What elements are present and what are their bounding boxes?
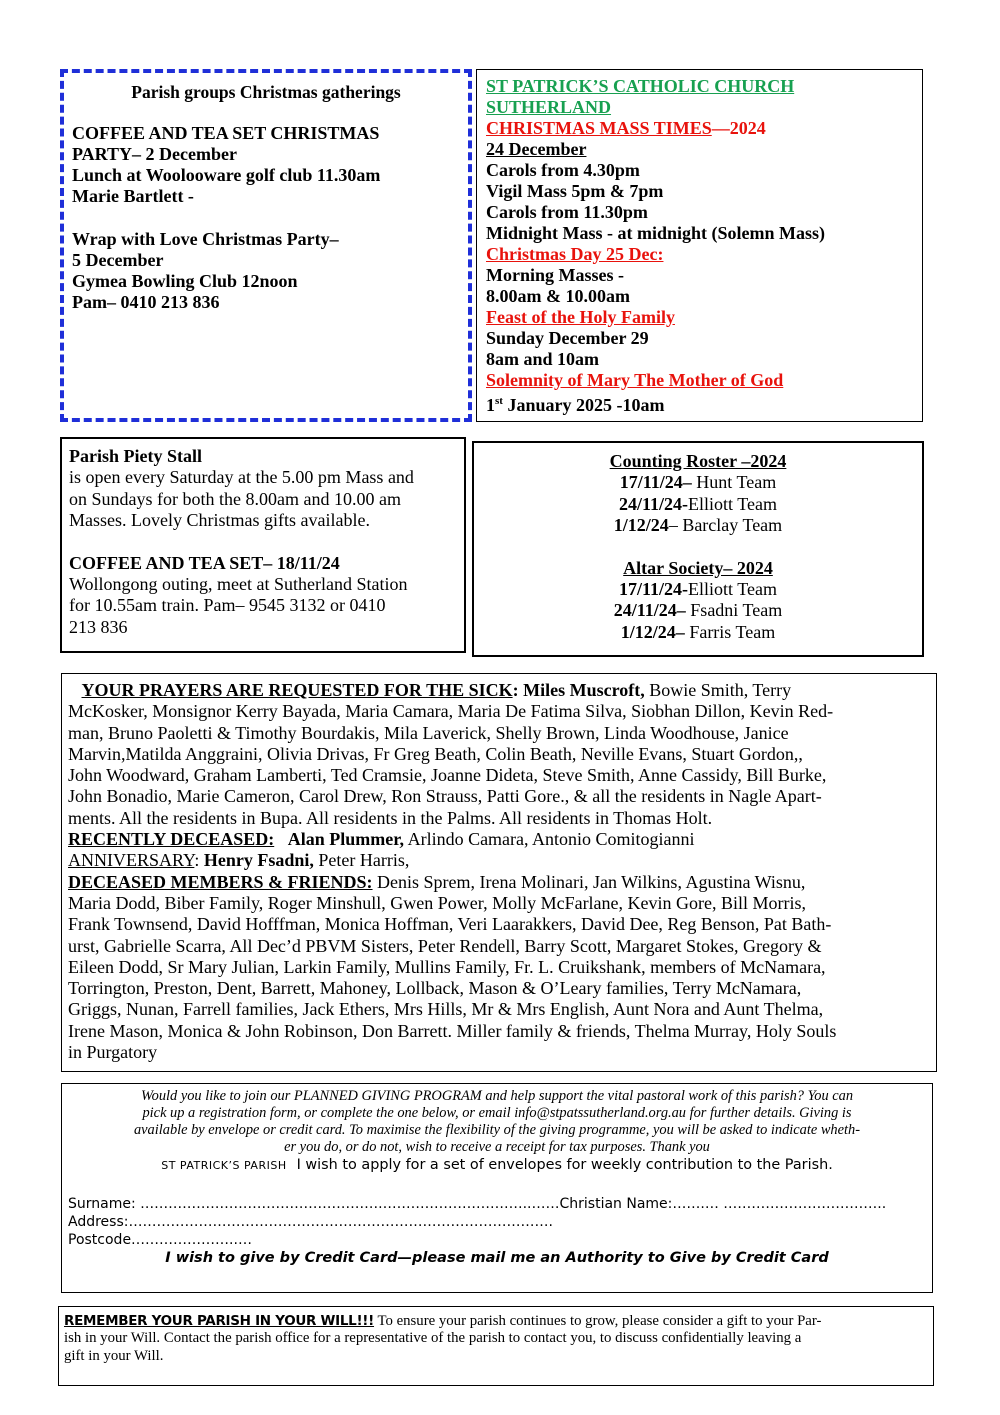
rosters-box — [472, 441, 924, 657]
counting-roster-row: 17/11/24– Hunt Team — [619, 472, 777, 493]
piety-line: on Sundays for both the 8.00am and 10.00 am — [69, 488, 401, 509]
envelope-application-text: I wish to apply for a set of envelopes for weekly contribution to the Parish. — [296, 1157, 833, 1173]
church-suburb: SUTHERLAND — [486, 97, 612, 117]
deceased-members-label: DECEASED MEMBERS & FRIENDS: — [68, 871, 373, 892]
coffee-party-line: Marie Bartlett - — [72, 186, 194, 206]
altar-roster-row: 1/12/24– Farris Team — [620, 621, 776, 642]
eve-line: Vigil Mass 5pm & 7pm — [486, 181, 664, 201]
address-field[interactable]: Address:………………………………………………………………………………. — [68, 1214, 553, 1230]
wrap-party-line: Wrap with Love Christmas Party– — [72, 229, 339, 249]
sick-list-line: ments. All the residents in Bupa. All residents in the Palms. All residents in Thomas Holt. — [68, 807, 713, 828]
counting-roster-title: Counting Roster –2024 — [609, 451, 787, 471]
mass-times-year: —2024 — [711, 118, 766, 138]
deceased-members-first-line: DECEASED MEMBERS & FRIENDS: Denis Sprem, Irena Molinari, Jan Wilkins, Agustina Wisnu, — [68, 871, 806, 892]
coffee-party-line: Lunch at Woolooware golf club 11.30am — [72, 165, 381, 185]
piety-line: Masses. Lovely Christmas gifts available. — [69, 510, 370, 531]
coffee-outing-line: Wollongong outing, meet at Sutherland Station — [69, 574, 408, 595]
coffee-party-line: COFFEE AND TEA SET CHRISTMAS — [72, 123, 380, 143]
envelope-application-line — [66, 1156, 928, 1175]
coffee-party-line: PARTY– 2 December — [72, 144, 237, 164]
deceased-members-line: Maria Dodd, Biber Family, Roger Minshull, Gwen Power, Molly McFarlane, Kevin Gore, Bill Morris, — [68, 892, 807, 913]
deceased-members-line: Frank Townsend, David Hofffman, Monica Hoffman, Veri Laarakkers, David Dee, Reg Benson, Pat Bath- — [68, 914, 832, 935]
sick-list-line: man, Bruno Paoletti & Timothy Bourdakis, Mila Laverick, Shelly Brown, Linda Woodhouse, Janice — [68, 722, 789, 743]
will-first-line: REMEMBER YOUR PARISH IN YOUR WILL!!! To ensure your parish continues to grow, please consider a gift to your Par- — [64, 1313, 822, 1329]
coffee-outing-line: 213 836 — [69, 616, 128, 637]
giving-form — [66, 1195, 928, 1249]
anniversary-line: ANNIVERSARY: Henry Fsadni, Peter Harris, — [68, 850, 410, 871]
deceased-members-line: urst, Gabrielle Scarra, All Dec’d PBVM Sisters, Peter Rendell, Barry Scott, Margaret Stokes, Gregory & — [68, 935, 822, 956]
piety-stall-box — [60, 437, 466, 653]
wrap-party-line: 5 December — [72, 250, 164, 270]
gatherings-title: Parish groups Christmas gatherings — [131, 82, 401, 102]
sick-label: YOUR PRAYERS ARE REQUESTED FOR THE SICK — [81, 680, 513, 700]
piety-title: Parish Piety Stall — [69, 446, 202, 466]
holy-family-heading: Feast of the Holy Family — [486, 307, 675, 327]
holy-family-line: 8am and 10am — [486, 349, 600, 369]
holy-family-line: Sunday December 29 — [486, 328, 649, 348]
intro-line: er you do, or do not, wish to receive a receipt for tax purposes. Thank you — [284, 1139, 710, 1155]
sick-list-line: McKosker, Monsignor Kerry Bayada, Maria Camara, Maria De Fatima Silva, Siobhan Dillon, Kevin Red- — [68, 701, 834, 722]
mary-day-suffix: st — [495, 395, 503, 407]
altar-roster-row: 17/11/24-Elliott Team — [619, 579, 777, 600]
intro-line: pick up a registration form, or complete the one below, or email info@stpatssutherland.org.au for further details. Giving is — [142, 1105, 852, 1121]
will-line: gift in your Will. — [64, 1347, 164, 1364]
mass-times-box — [476, 69, 923, 422]
prayers-box — [61, 673, 937, 1072]
will-line: ish in your Will. Contact the parish office for a representative of the parish to contact you, to discuss confidentially leaving a — [64, 1330, 802, 1347]
piety-line: is open every Saturday at the 5.00 pm Mass and — [69, 467, 414, 488]
deceased-members-line: Torrington, Preston, Dent, Barrett, Mahoney, Lollback, Mason & O’Leary families, Terry McNamara, — [68, 978, 802, 999]
mass-times-heading — [486, 118, 922, 139]
counting-roster-row: 24/11/24-Elliott Team — [619, 493, 777, 514]
intro-line: available by envelope or credit card. To maximise the flexibility of the giving programme, you will be asked to indicate wheth- — [133, 1122, 861, 1138]
intro-line: Would you like to join our PLANNED GIVING PROGRAM and help support the vital pastoral work of this parish? You can — [140, 1088, 854, 1104]
altar-society-title: Altar Society– 2024 — [623, 557, 773, 578]
sick-list-line: John Woodward, Graham Lamberti, Ted Cramsie, Joanne Dideta, Steve Smith, Anne Cassidy, Bill Burke, — [68, 765, 827, 786]
counting-roster-row: 1/12/24– Barclay Team — [613, 515, 783, 536]
mass-times-heading-text: CHRISTMAS MASS TIMES — [486, 118, 712, 138]
mary-day: 1 — [486, 395, 495, 415]
wrap-party-line: Gymea Bowling Club 12noon — [72, 271, 298, 291]
eve-line: Midnight Mass - at midnight (Solemn Mass) — [486, 223, 826, 243]
sick-list-line: John Bonadio, Marie Cameron, Carol Drew, Ron Strauss, Patti Gore., & all the residents in Nagle Apart- — [68, 786, 822, 807]
anniversary-label: ANNIVERSARY — [68, 850, 195, 871]
parish-name: ST PATRICK’S PARISH — [161, 1159, 287, 1172]
deceased-members-line: Eileen Dodd, Sr Mary Julian, Larkin Family, Mullins Family, Fr. L. Cruikshank, members of McNamara, — [68, 956, 826, 977]
planned-giving-intro — [66, 1088, 928, 1156]
christmas-day-line: 8.00am & 10.00am — [486, 286, 630, 306]
will-heading: REMEMBER YOUR PARISH IN YOUR WILL!!! — [64, 1313, 375, 1329]
sick-list-first-line: YOUR PRAYERS ARE REQUESTED FOR THE SICK: Miles Muscroft, Bowie Smith, Terry — [81, 680, 792, 700]
wrap-party-line: Pam– 0410 213 836 — [72, 292, 220, 312]
coffee-outing-line: for 10.55am train. Pam– 9545 3132 or 0410 — [69, 595, 386, 616]
christmas-gatherings-box — [60, 69, 472, 422]
planned-giving-box — [61, 1083, 933, 1293]
solemnity-mary-date — [486, 391, 922, 416]
deceased-members-line: Griggs, Nunan, Farrell families, Jack Ethers, Mrs Hills, Mr & Mrs English, Aunt Nora and Aunt Thelma, — [68, 999, 824, 1020]
recently-deceased-line: RECENTLY DECEASED: Alan Plummer, Arlindo Camara, Antonio Comitogianni — [68, 829, 695, 850]
eve-date: 24 December — [486, 139, 587, 159]
coffee-outing-title: COFFEE AND TEA SET– 18/11/24 — [69, 552, 340, 573]
surname-field[interactable]: Surname: …………………………………………….…………………………..……Christian Name:…….… …………………………….. — [68, 1196, 887, 1212]
eve-line: Carols from 4.30pm — [486, 160, 640, 180]
credit-card-line: I wish to give by Credit Card—please mail me an Authority to Give by Credit Card — [165, 1250, 829, 1266]
will-box — [58, 1306, 934, 1386]
deceased-members-line: Irene Mason, Monica & John Robinson, Don Barrett. Miller family & friends, Thelma Murray, Holy Souls — [68, 1020, 837, 1041]
mary-date-rest: January 2025 -10am — [502, 395, 665, 415]
church-name: ST PATRICK’S CATHOLIC CHURCH — [486, 76, 795, 96]
postcode-field[interactable]: Postcode…………………..… — [68, 1232, 252, 1248]
recently-deceased-label: RECENTLY DECEASED: — [68, 829, 275, 850]
christmas-day-line: Morning Masses - — [486, 265, 624, 285]
solemnity-mary-heading: Solemnity of Mary The Mother of God — [486, 370, 784, 390]
altar-roster-row: 24/11/24– Fsadni Team — [613, 600, 783, 621]
sick-list-line: Marvin,Matilda Anggraini, Olivia Drivas, Fr Greg Beath, Colin Beath, Neville Evans, Stuart Gordon,, — [68, 743, 803, 764]
eve-line: Carols from 11.30pm — [486, 202, 648, 222]
deceased-members-line: in Purgatory — [68, 1042, 158, 1063]
christmas-day-heading: Christmas Day 25 Dec: — [486, 244, 664, 264]
